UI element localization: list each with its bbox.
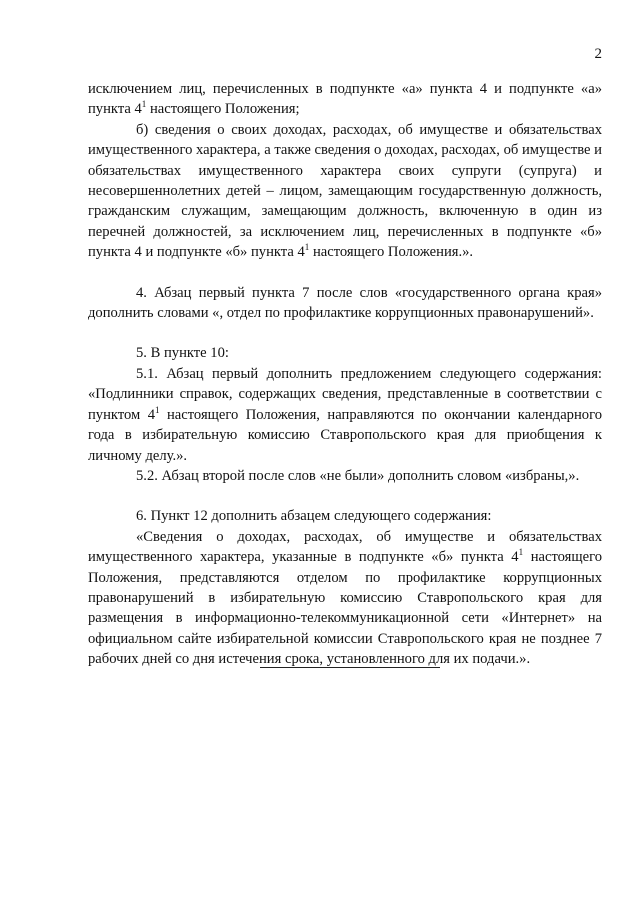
paragraph-item-5-1 <box>88 364 602 466</box>
paragraph-text: настоящего Положения.». <box>309 244 474 261</box>
paragraph-continuation <box>88 79 602 120</box>
superscript-index: 1 <box>141 99 147 110</box>
paragraph-text: б) сведения о своих доходах, расходах, об имуществе и обязательствах имущественного характера, а также сведения о доходах, расходах, об имуществе и обязательствах имущественного характера своих супруги (супруга) и несовершеннолетних детей – лицом, замещающим государственную должность, гражданским служащим, замещающим должность, включенную в один из перечней должностей, за исключением лиц, перечисленных в подпункте «б» пункта 4 и подпункте «б» пункта 4 <box>88 121 602 261</box>
paragraph-item-6: 6. Пункт 12 дополнить абзацем следующего содержания: <box>136 508 492 525</box>
superscript-index: 1 <box>304 242 310 253</box>
paragraph-item-5-2: 5.2. Абзац второй после слов «не были» дополнить словом «избраны,». <box>136 467 580 484</box>
paragraph-text: исключением лиц, перечисленных в подпункте «а» пункта 4 и подпункте «а» пункта 4 <box>88 81 602 118</box>
paragraph-text: настоящего Положения, направляются по окончании календарного года в избирательную комиссию Ставропольского края для приобщения к личному делу.». <box>88 406 602 464</box>
superscript-index: 1 <box>155 404 160 415</box>
document-body <box>88 79 602 670</box>
paragraph-subitem-b <box>88 120 602 263</box>
paragraph-text: настоящего Положения; <box>146 101 300 118</box>
paragraph-quote <box>88 527 602 670</box>
page-number: 2 <box>594 46 602 62</box>
paragraph-text: 5.1. Абзац первый дополнить предложением следующего содержания: «Подлинники справок, содержащих сведения, представленные в соответствии с пунктом 4 <box>88 365 602 423</box>
paragraph-text: настоящего Положения, представляются отделом по профилактике коррупционных правонарушений в избирательную комиссию Ставропольского края для размещения в информационно-телекоммуникационной сети «Интернет» на официальном сайте избирательной комиссии Ставропольского края не позднее 7 рабочих дней со дня истечения срока, установленного для их подачи.». <box>88 549 603 668</box>
paragraph-item-5: 5. В пункте 10: <box>136 345 229 362</box>
superscript-index: 1 <box>518 547 524 558</box>
paragraph-text: «Сведения о доходах, расходах, об имуществе и обязательствах имущественного характера, указанные в подпункте «б» пункта 4 <box>88 528 602 566</box>
end-divider-line <box>260 667 440 668</box>
paragraph-item-4: 4. Абзац первый пункта 7 после слов «государственного органа края» дополнить словами «, отдел по профилактике коррупционных правонарушений». <box>88 284 602 322</box>
